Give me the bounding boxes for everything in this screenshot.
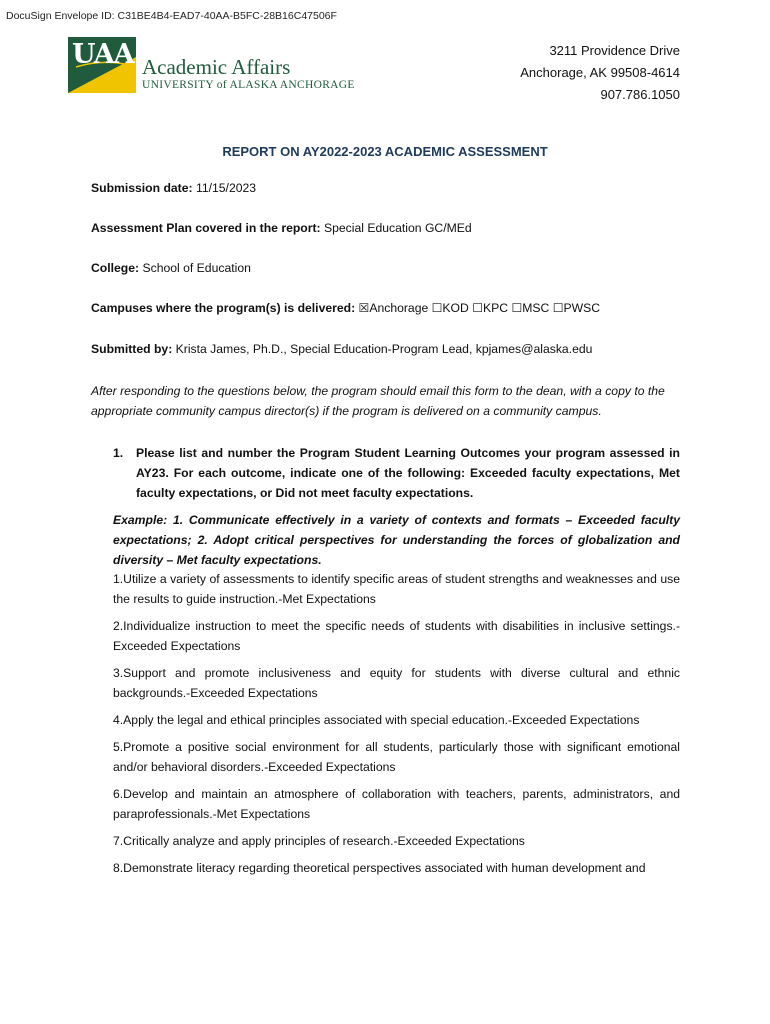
campus-label: KOD xyxy=(442,301,469,315)
question-text: Please list and number the Program Student Learning Outcomes your program assessed in AY23. For each outcome, indicate one of the following: Exceeded faculty expectations, Met faculty expectations, or Did not meet faculty expectations. xyxy=(136,446,680,500)
empty-box-icon: ☐ xyxy=(552,301,564,315)
campus-checkbox-msc[interactable] xyxy=(511,301,549,315)
submission-date-label: Submission date: xyxy=(91,181,193,195)
address-street: 3211 Providence Drive xyxy=(549,43,680,58)
address-city: Anchorage, AK 99508-4614 xyxy=(520,65,680,80)
submitted-by-label: Submitted by: xyxy=(91,342,173,356)
outcomes-list xyxy=(113,569,680,885)
campus-checkbox-kod[interactable] xyxy=(432,301,469,315)
submission-date-value: 11/15/2023 xyxy=(195,181,257,195)
empty-box-icon: ☐ xyxy=(511,301,523,315)
campus-label: MSC xyxy=(522,301,550,315)
submission-date-field xyxy=(91,181,256,195)
outcome-item: 4.Apply the legal and ethical principles associated with special education.-Exceeded Expectations xyxy=(113,713,640,727)
campus-checkbox-pwsc[interactable] xyxy=(553,301,600,315)
campus-label: Anchorage xyxy=(369,301,429,315)
docusign-envelope-id: DocuSign Envelope ID: C31BE4B4-EAD7-40AA-B5FC-28B16C47506F xyxy=(6,10,337,22)
outcome-item: 6.Develop and maintain an atmosphere of collaboration with teachers, parents, administrators, and paraprofessionals.-Met Expectations xyxy=(113,787,680,821)
uaa-logo xyxy=(68,37,355,95)
outcome-item: 1.Utilize a variety of assessments to identify specific areas of student strengths and weaknesses and use the results to guide instruction.-Met Expectations xyxy=(113,572,680,606)
submitted-by-value: Krista James, Ph.D., Special Education-Program Lead, kpjames@alaska.edu xyxy=(175,342,593,356)
address-phone: 907.786.1050 xyxy=(600,87,680,102)
logo-mark-text: UAA xyxy=(72,39,134,70)
example-text: Example: 1. Communicate effectively in a variety of contexts and formats – Exceeded faculty expectations; 2. Adopt critical perspectives for understanding the forces of globalization and diversity – Met faculty expectations. xyxy=(113,513,680,567)
outcome-item: 5.Promote a positive social environment for all students, particularly those with significant emotional and/or behavioral disorders.-Exceeded Expectations xyxy=(113,740,680,774)
campus-checkbox-kpc[interactable] xyxy=(472,301,508,315)
campus-label: PWSC xyxy=(563,301,601,315)
assessment-plan-field xyxy=(91,221,472,235)
logo-title: Academic Affairs xyxy=(142,55,291,79)
outcome-item: 8.Demonstrate literacy regarding theoretical perspectives associated with human development and xyxy=(113,861,646,875)
empty-box-icon: ☐ xyxy=(472,301,483,315)
outcome-item: 7.Critically analyze and apply principles of research.-Exceeded Expectations xyxy=(113,834,525,848)
outcome-item: 2.Individualize instruction to meet the specific needs of students with disabilities in inclusive settings.-Exceeded Expectations xyxy=(113,619,680,653)
logo-subtitle: UNIVERSITY of ALASKA ANCHORAGE xyxy=(142,79,355,91)
uaa-logo-mark xyxy=(68,37,136,93)
instructions-note: After responding to the questions below, the program should email this form to the dean, with a copy to the appropriate community campus director(s) if the program is delivered on a community campus. xyxy=(91,384,665,418)
question-number: 1. xyxy=(113,446,124,460)
college-label: College: xyxy=(91,261,140,275)
campuses-field xyxy=(91,301,600,315)
submitted-by-field xyxy=(91,342,592,356)
campus-checkbox-anchorage[interactable] xyxy=(359,301,429,315)
report-title: REPORT ON AY2022-2023 ACADEMIC ASSESSMENT xyxy=(222,144,548,159)
college-value: School of Education xyxy=(142,261,251,275)
assessment-plan-label: Assessment Plan covered in the report: xyxy=(91,221,321,235)
campus-label: KPC xyxy=(483,301,509,315)
address-block xyxy=(520,40,680,106)
question-1 xyxy=(113,443,680,503)
campuses-label: Campuses where the program(s) is delivered: xyxy=(91,301,356,315)
college-field xyxy=(91,261,251,275)
assessment-plan-value: Special Education GC/MEd xyxy=(324,221,472,235)
empty-box-icon: ☐ xyxy=(431,301,443,315)
outcome-item: 3.Support and promote inclusiveness and equity for students with diverse cultural and ethnic backgrounds.-Exceeded Expectations xyxy=(113,666,680,700)
checked-box-icon: ☒ xyxy=(358,301,370,315)
